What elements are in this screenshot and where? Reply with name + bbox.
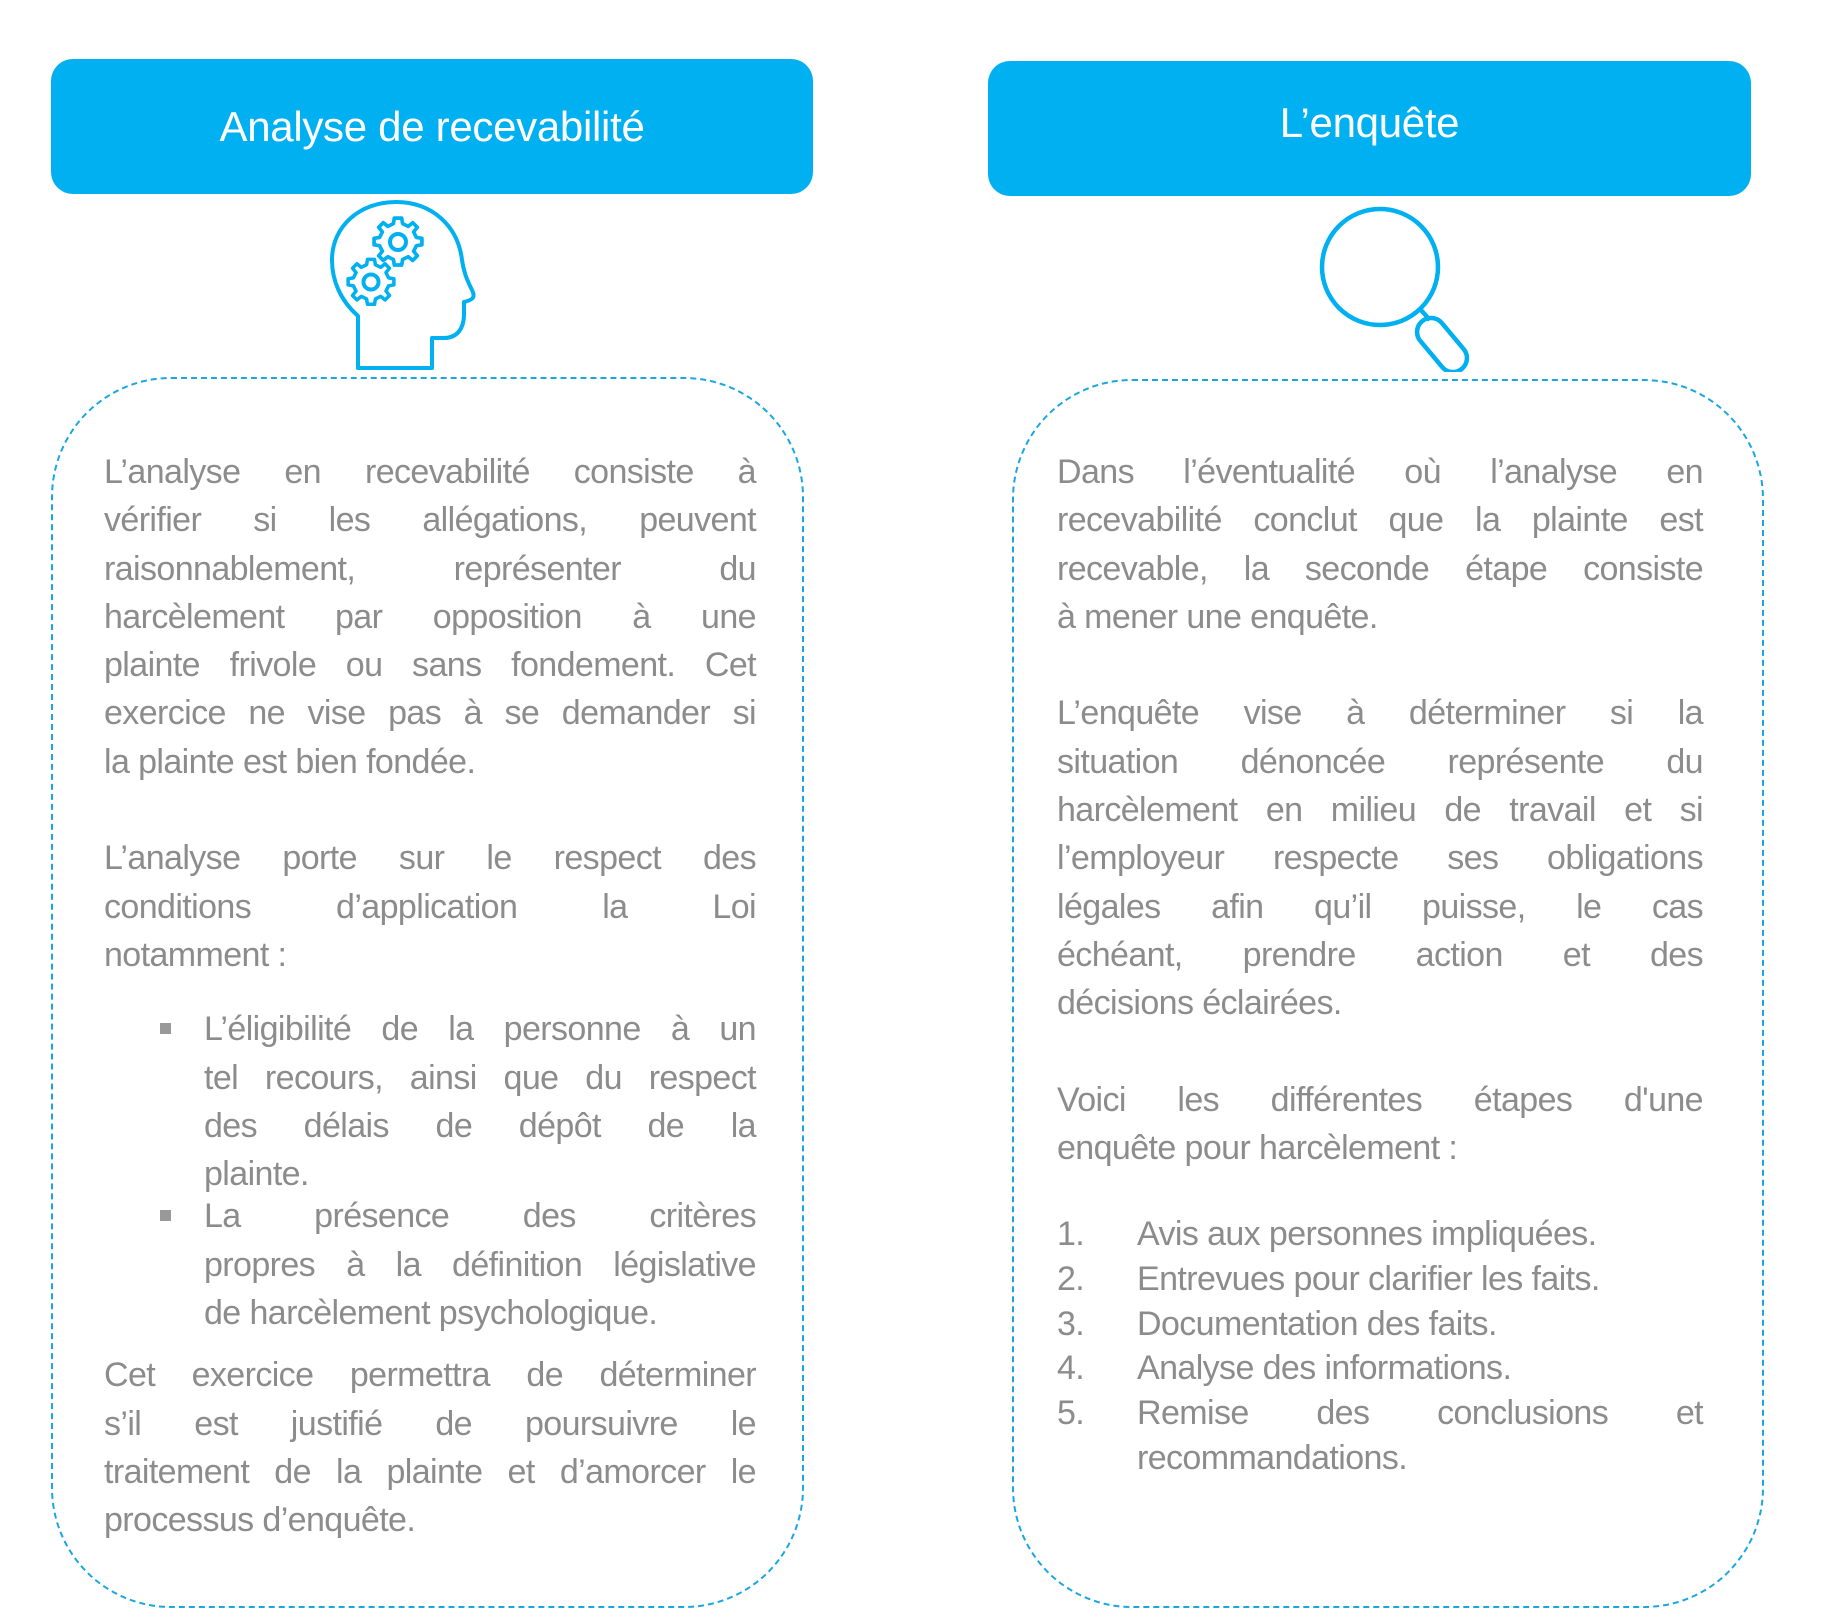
text-line: vérifier si les allégations, peuvent — [104, 501, 756, 540]
text-line: recommandations. — [1137, 1438, 1408, 1477]
paragraph — [1057, 448, 1703, 641]
section-header-recevabilite — [51, 59, 813, 194]
section-title: L’enquête — [1279, 98, 1460, 146]
list-item — [1057, 1302, 1703, 1347]
text-line: échéant, prendre action et des — [1057, 935, 1703, 974]
text-line: recevable, la seconde étape consiste — [1057, 549, 1703, 588]
list-item — [104, 1005, 756, 1198]
text-line: tel recours, ainsi que du respect — [204, 1058, 756, 1097]
head-gears-icon — [328, 198, 478, 370]
text-line: L’éligibilité de la personne à un — [204, 1010, 756, 1049]
steps-list — [1057, 1212, 1703, 1480]
text-line: raisonnablement, représenter du — [104, 549, 756, 588]
text-line: Entrevues pour clarifier les faits. — [1137, 1259, 1600, 1298]
text-line: exercice ne vise pas à se demander si — [104, 694, 756, 733]
bullet-square-icon — [160, 1210, 171, 1221]
text-line: de harcèlement psychologique. — [204, 1294, 658, 1333]
text-line: propres à la définition législative — [204, 1245, 756, 1284]
text-line: conditions d’application la Loi — [104, 887, 756, 926]
text-line: notamment : — [104, 935, 287, 974]
text-line: des délais de dépôt de la — [204, 1106, 756, 1145]
text-line: Voici les différentes étapes d'une — [1057, 1080, 1703, 1119]
text-line: Dans l’éventualité où l’analyse en — [1057, 453, 1703, 491]
text-line: recevabilité conclut que la plainte est — [1057, 501, 1703, 540]
text-line: L’analyse porte sur le respect des — [104, 839, 756, 878]
magnifying-glass-icon — [1318, 202, 1496, 372]
section-title: Analyse de recevabilité — [219, 102, 645, 150]
text-line: l’employeur respecte ses obligations — [1057, 839, 1703, 878]
step-number: 4. — [1057, 1349, 1085, 1388]
paragraph — [1057, 1078, 1703, 1175]
text-line: processus d’enquête. — [104, 1501, 416, 1540]
text-line: s’il est justifié de poursuivre le — [104, 1404, 756, 1443]
paragraph — [104, 1351, 756, 1544]
text-line: harcèlement par opposition à une — [104, 597, 756, 636]
text-line: plainte frivole ou sans fondement. Cet — [104, 646, 756, 685]
text-line: situation dénoncée représente du — [1057, 742, 1703, 781]
text-line: L’enquête vise à déterminer si la — [1057, 694, 1703, 733]
enquete-text — [1057, 448, 1703, 1480]
paragraph — [1057, 689, 1703, 1027]
text-line: Analyse des informations. — [1137, 1349, 1512, 1388]
text-line: Cet exercice permettra de déterminer — [104, 1356, 756, 1395]
text-line: La présence des critères — [204, 1197, 756, 1236]
text-line: la plainte est bien fondée. — [104, 742, 476, 781]
paragraph — [104, 448, 756, 786]
list-item — [1057, 1346, 1703, 1391]
list-item — [1057, 1257, 1703, 1302]
list-item — [1057, 1391, 1703, 1480]
text-line: plainte. — [204, 1155, 309, 1194]
paragraph — [104, 834, 756, 979]
text-line: L’analyse en recevabilité consiste à — [104, 453, 756, 491]
step-number: 1. — [1057, 1215, 1085, 1254]
list-item — [104, 1192, 756, 1337]
text-line: légales afin qu’il puisse, le cas — [1057, 887, 1703, 926]
text-line: harcèlement en milieu de travail et si — [1057, 791, 1703, 830]
step-number: 5. — [1057, 1393, 1085, 1432]
step-number: 2. — [1057, 1259, 1085, 1298]
text-line: Documentation des faits. — [1137, 1304, 1497, 1343]
bullet-square-icon — [160, 1023, 171, 1034]
text-line: Remise des conclusions et — [1137, 1393, 1703, 1432]
list-item — [1057, 1212, 1703, 1257]
recevabilite-text — [104, 448, 756, 1545]
text-line: Avis aux personnes impliquées. — [1137, 1215, 1597, 1254]
step-number: 3. — [1057, 1304, 1085, 1343]
text-line: traitement de la plainte et d’amorcer le — [104, 1452, 756, 1491]
section-header-enquete — [988, 61, 1751, 196]
text-line: décisions éclairées. — [1057, 984, 1342, 1023]
text-line: enquête pour harcèlement : — [1057, 1128, 1458, 1167]
text-line: à mener une enquête. — [1057, 597, 1378, 636]
